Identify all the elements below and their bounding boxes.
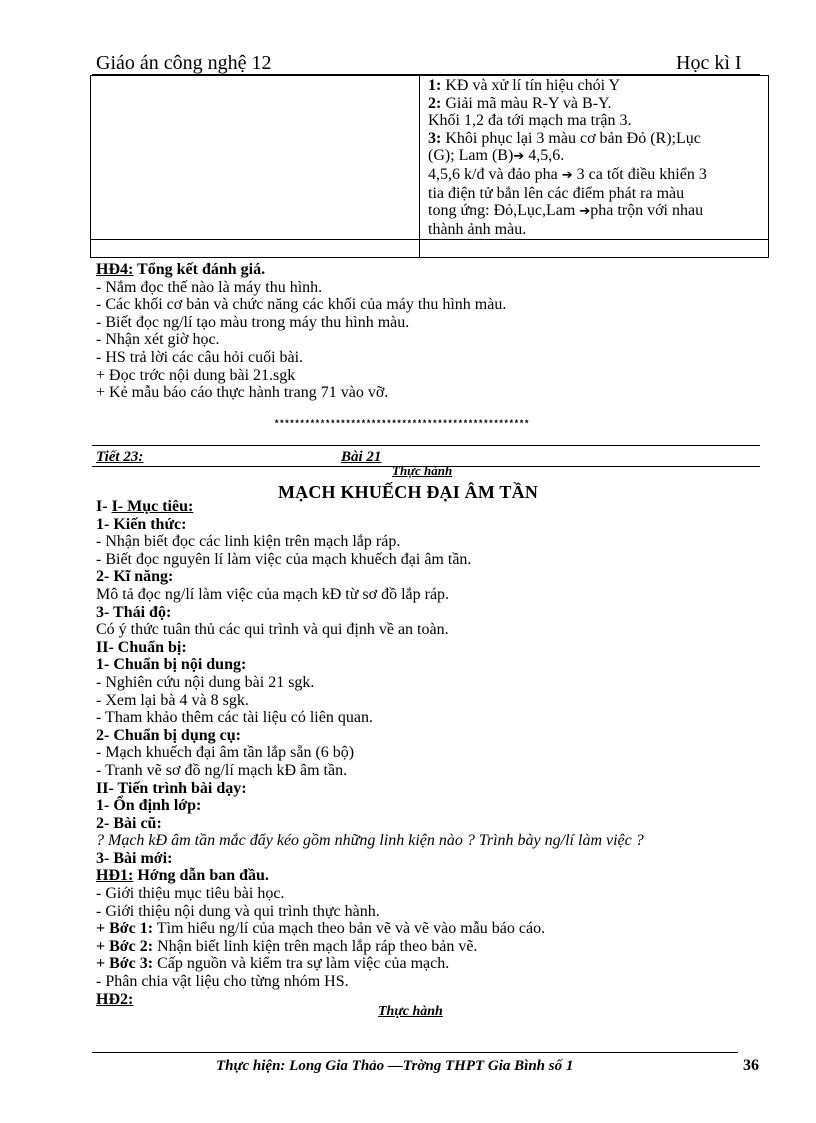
hd2-heading: HĐ2: [96, 990, 134, 1008]
content-line: - Biết đọc nguyên lí làm việc của mạch khuếch đại âm tần. [96, 550, 472, 568]
content-table [90, 75, 769, 258]
lesson-unit: Bài 21 [341, 449, 382, 465]
subsection-heading: 2- Chuẩn bị dụng cụ: [96, 726, 241, 744]
star-separator: ************************************************** [274, 419, 530, 429]
hd2-title: Thực hành [378, 1004, 443, 1019]
lesson-body [96, 498, 644, 1008]
section-heading-text: I- Mục tiêu: [111, 498, 194, 515]
lesson-type: Thực hành [392, 463, 453, 478]
content-line: - Tham khảo thêm các tài liệu có liên quan. [96, 709, 373, 727]
hd4-heading: HĐ4: Tổng kết đánh giá. [96, 261, 266, 278]
content-line: Mô tả đọc ng/lí làm việc của mạch kĐ từ sơ đồ lắp ráp. [96, 585, 450, 603]
table-cell-content [420, 76, 769, 240]
table-row [91, 76, 769, 240]
table-line-2: 2: Giải mã màu R-Y và B-Y. [428, 94, 612, 112]
content-line: - Nhận biết đọc các linh kiện trên mạch lắp ráp. [96, 533, 401, 551]
header-title: Giáo án công nghệ 12 [96, 52, 272, 74]
content-line: - Giới thiệu mục tiêu bài học. [96, 885, 285, 903]
hd4-line: + Đọc trớc nội dung bài 21.sgk [96, 366, 296, 384]
page-number: 36 [743, 1057, 759, 1074]
cell-text-block [420, 76, 768, 238]
hd1-heading: HĐ1: Hớng dẫn ban đầu. [96, 867, 269, 885]
arrow-icon: ➔ [561, 167, 573, 183]
hd4-line: - HS trả lời các câu hỏi cuối bài. [96, 348, 304, 366]
content-line: - Nghiên cứu nội dung bài 21 sgk. [96, 673, 315, 691]
arrow-icon: ➔ [513, 149, 525, 165]
table-line-6: 4,5,6 k/đ và đảo pha ➔ 3 ca tốt điều khiển 3 [428, 165, 707, 183]
table-line-5: (G); Lam (B)➔ 4,5,6. [428, 147, 565, 165]
table-row [91, 240, 769, 258]
table-line-4: 3: Khôi phục lại 3 màu cơ bản Đỏ (R);Lục [428, 129, 701, 147]
table-cell-empty [420, 240, 769, 258]
subsection-heading: 1- Chuẩn bị nội dung: [96, 656, 247, 674]
step-line: + Bớc 1: Tìm hiểu ng/lí của mạch theo bản vẽ và vẽ vào mẫu báo cáo. [96, 920, 546, 938]
content-line: - Tranh vẽ sơ đồ ng/lí mạch kĐ âm tần. [96, 761, 348, 779]
table-cell-empty [91, 76, 420, 240]
step-line: + Bớc 2: Nhận biết linh kiện trên mạch lắp ráp theo bản vẽ. [96, 937, 478, 955]
hd4-line: - Biết đọc ng/lí tạo màu trong máy thu hình màu. [96, 313, 410, 331]
content-line: - Giới thiệu nội dung và qui trình thực hành. [96, 902, 380, 920]
hd4-line: + Kẻ mẫu báo cáo thực hành trang 71 vào vỡ. [96, 384, 389, 402]
table-line-8: tong ứng: Đỏ,Lục,Lam ➔pha trộn với nhau [428, 202, 704, 220]
content-line: Có ý thức tuân thủ các qui trình và qui định về an toàn. [96, 621, 449, 639]
table-cell-empty [91, 240, 420, 258]
arrow-icon: ➔ [579, 204, 591, 220]
hd4-line: - Các khối cơ bản và chức năng các khối của máy thu hình màu. [96, 296, 507, 314]
table-line-9: thành ảnh màu. [428, 220, 527, 238]
lesson-title: MẠCH KHUẾCH ĐẠI ÂM TẦN [277, 482, 539, 502]
subsection-heading: 1- Ổn định lớp: [96, 797, 202, 815]
section-heading: II- Chuẩn bị: [96, 638, 187, 656]
lesson-number: Tiết 23: [96, 449, 144, 465]
subsection-heading: 2- Kĩ năng: [96, 568, 174, 586]
step-line: + Bớc 3: Cấp nguồn và kiểm tra sự làm việc của mạch. [96, 955, 450, 973]
section-heading: I- I- Mục tiêu: [96, 498, 194, 515]
table-line-1: 1: KĐ và xử lí tín hiệu chói Y [428, 77, 621, 94]
subsection-heading: 2- Bài cũ: [96, 814, 162, 832]
section-heading: II- Tiến trình bài dạy: [96, 779, 247, 797]
content-line: - Xem lại bà 4 và 8 sgk. [96, 691, 249, 709]
content-line: - Mạch khuếch đại âm tần lắp sẵn (6 bộ) [96, 744, 355, 762]
hd4-line: - Nắm đọc thế nào là máy thu hình. [96, 278, 323, 296]
footer-author: Thực hiện: Long Gia Thảo —Trờng THPT Gia Bình số 1 [216, 1058, 574, 1074]
review-question: ? Mạch kĐ âm tần mắc đẩy kéo gồm những linh kiện nào ? Trình bày ng/lí làm việc ? [96, 832, 644, 850]
header-semester: Học kì I [676, 52, 742, 74]
footer-rule [92, 1052, 738, 1053]
subsection-heading: 3- Bài mới: [96, 849, 173, 867]
content-line: - Phân chia vật liệu cho từng nhóm HS. [96, 973, 349, 991]
subsection-heading: 1- Kiến thức: [96, 515, 187, 533]
divider-rule [92, 445, 760, 446]
subsection-heading: 3- Thái độ: [96, 603, 172, 621]
table-line-7: tia điện tử bắn lên các điểm phát ra màu [428, 184, 685, 202]
hd4-section [96, 261, 506, 402]
table-line-3: Khối 1,2 đa tới mạch ma trận 3. [428, 112, 632, 130]
hd4-line: - Nhận xét giờ học. [96, 331, 220, 349]
